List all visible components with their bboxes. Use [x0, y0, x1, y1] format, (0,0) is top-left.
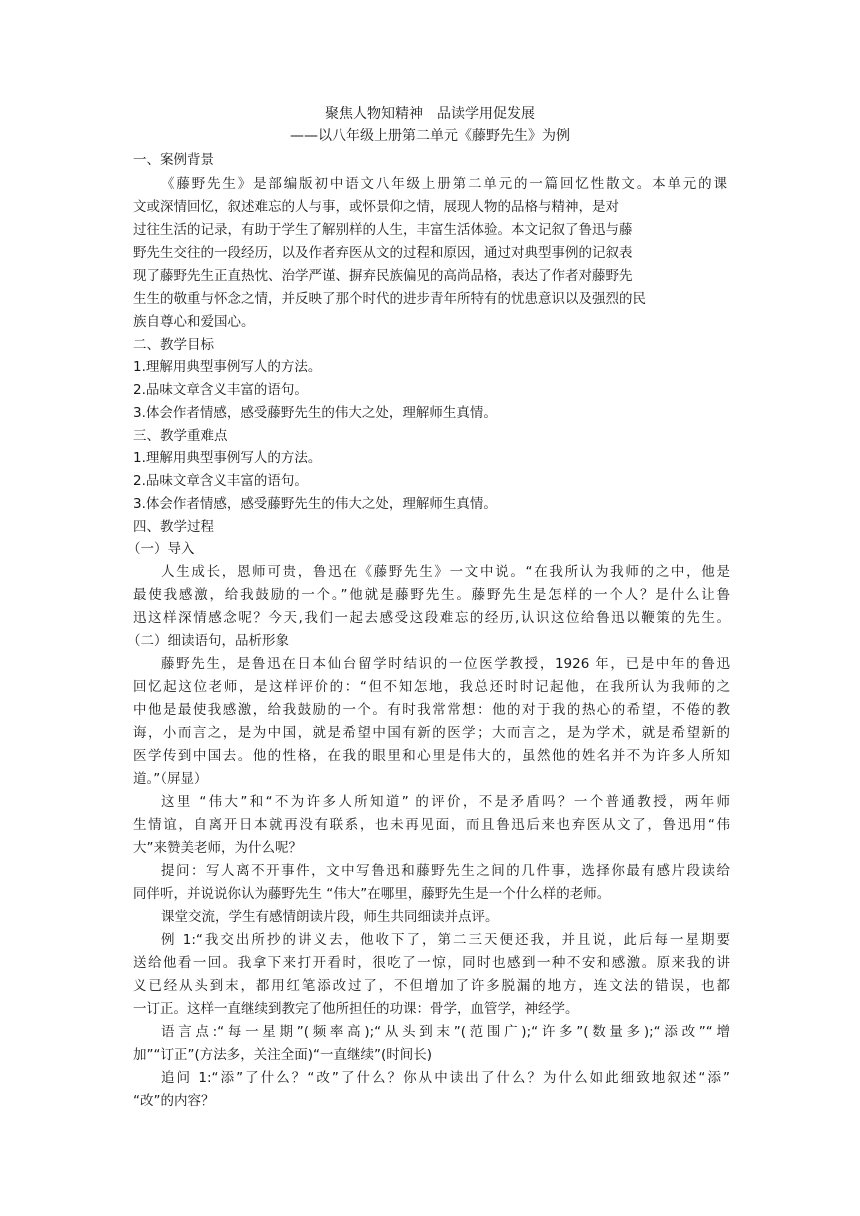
paragraph-line: 族自尊心和爱国心。 [133, 314, 255, 330]
paragraph-line: 迅这样深情感念呢？今天,我们一起去感受这段难忘的经历,认识这位给鲁迅以鞭策的先生。 [133, 610, 730, 626]
section-heading-goals: 二、教学目标 [133, 337, 214, 353]
subsection-heading-analysis: （二）细读语句，品析形象 [127, 633, 289, 649]
paragraph-line: 藤野先生，是鲁迅在日本仙台留学时结识的一位医学教授，1926 年，已是中年的鲁迅 [161, 656, 730, 672]
paragraph-line: 道。”（屏显） [133, 771, 208, 787]
section-heading-process: 四、教学过程 [133, 519, 214, 535]
paragraph-line: 追问 1:“添”了什么？“改”了什么？你从中读出了什么？为什么如此细致地叙述“添” [161, 1070, 730, 1086]
paragraph-line: 同伴听，并说说你认为藤野先生 “伟大”在哪里，藤野先生是一个什么样的老师。 [133, 886, 611, 902]
paragraph-line: 《藤野先生》是部编版初中语文八年级上册第二单元的一篇回忆性散文。本单元的课 [161, 176, 727, 192]
paragraph-line: 例 1:“我交出所抄的讲义去，他收下了，第二三天便还我，并且说，此后每一星期要 [161, 932, 730, 948]
paragraph-line: 加”“订正”(方法多，关注全面)“一直继续”(时间长) [133, 1047, 433, 1063]
goal-item: 3.体会作者情感，感受藤野先生的伟大之处，理解师生真情。 [133, 405, 497, 421]
key-point-item: 2.品味文章含义丰富的语句。 [133, 473, 308, 489]
paragraph-line: 文或深情回忆，叙述难忘的人与事，或怀景仰之情，展现人物的品格与精神，是对 [133, 199, 619, 215]
paragraph-line: 课堂交流，学生有感情朗读片段，师生共同细读并点评。 [161, 909, 499, 925]
paragraph-line: 义已经从头到末，都用红笔添改过了，不但增加了许多脱漏的地方，连文法的错误，也都 [133, 978, 730, 994]
document-title: 聚焦人物知精神 品读学用促发展 [325, 106, 535, 122]
section-heading-key-points: 三、教学重难点 [133, 428, 228, 444]
paragraph-line: 语言点:“每一星期”(频率高);“从头到末”(范围广);“许多”(数量多);“添改”“增 [161, 1024, 730, 1040]
subsection-heading-intro: （一）导入 [127, 541, 195, 557]
paragraph-line: 回忆起这位老师，是这样评价的：“但不知怎地，我总还时时记起他，在我所认为我师的之 [133, 679, 730, 695]
paragraph-line: “改”的内容？ [133, 1093, 215, 1109]
paragraph-line: 送给他看一回。我拿下来打开看时，很吃了一惊，同时也感到一种不安和感激。原来我的讲 [133, 955, 730, 971]
paragraph-line: 现了藤野先生正直热忱、治学严谨、摒弃民族偏见的高尚品格，表达了作者对藤野先 [133, 268, 633, 284]
paragraph-line: 这里 “伟大”和“不为许多人所知道” 的评价，不是矛盾吗？一个普通教授，两年师 [161, 794, 730, 810]
paragraph-line: 医学传到中国去。他的性格，在我的眼里和心里是伟大的，虽然他的姓名并不为许多人所知 [133, 748, 730, 764]
paragraph-line: 最使我感激，给我鼓励的一个。”他就是藤野先生。藤野先生是怎样的一个人？是什么让鲁 [133, 587, 730, 603]
goal-item: 2.品味文章含义丰富的语句。 [133, 382, 308, 398]
paragraph-line: 提问：写人离不开事件，文中写鲁迅和藤野先生之间的几件事，选择你最有感片段读给 [161, 863, 730, 879]
document-subtitle: ——以八年级上册第二单元《藤野先生》为例 [290, 128, 570, 144]
paragraph-line: 大”来赞美老师，为什么呢？ [133, 840, 302, 856]
goal-item: 1.理解用典型事例写人的方法。 [133, 359, 322, 375]
paragraph-line: 一订正。这样一直继续到教完了他所担任的功课：骨学，血管学，神经学。 [133, 1001, 579, 1017]
paragraph-line: 野先生交往的一段经历，以及作者弃医从文的过程和原因，通过对典型事例的记叙表 [133, 245, 633, 261]
paragraph-line: 生情谊，自离开日本就再没有联系，也未再见面，而且鲁迅后来也弃医从文了，鲁迅用“伟 [133, 817, 730, 833]
paragraph-line: 生生的敬重与怀念之情，并反映了那个时代的进步青年所特有的忧患意识以及强烈的民 [133, 291, 646, 307]
key-point-item: 1.理解用典型事例写人的方法。 [133, 450, 322, 466]
section-heading-background: 一、案例背景 [133, 152, 214, 168]
key-point-item: 3.体会作者情感，感受藤野先生的伟大之处，理解师生真情。 [133, 496, 497, 512]
paragraph-line: 中他是最使我感激，给我鼓励的一个。有时我常常想：他的对于我的热心的希望，不倦的教 [133, 702, 730, 718]
paragraph-line: 过往生活的记录，有助于学生了解别样的人生，丰富生活体验。本文记叙了鲁迅与藤 [133, 222, 633, 238]
paragraph-line: 人生成长，恩师可贵，鲁迅在《藤野先生》一文中说。“在我所认为我师的之中，他是 [161, 564, 730, 580]
paragraph-line: 诲，小而言之，是为中国，就是希望中国有新的医学；大而言之，是为学术，就是希望新的 [133, 725, 730, 741]
